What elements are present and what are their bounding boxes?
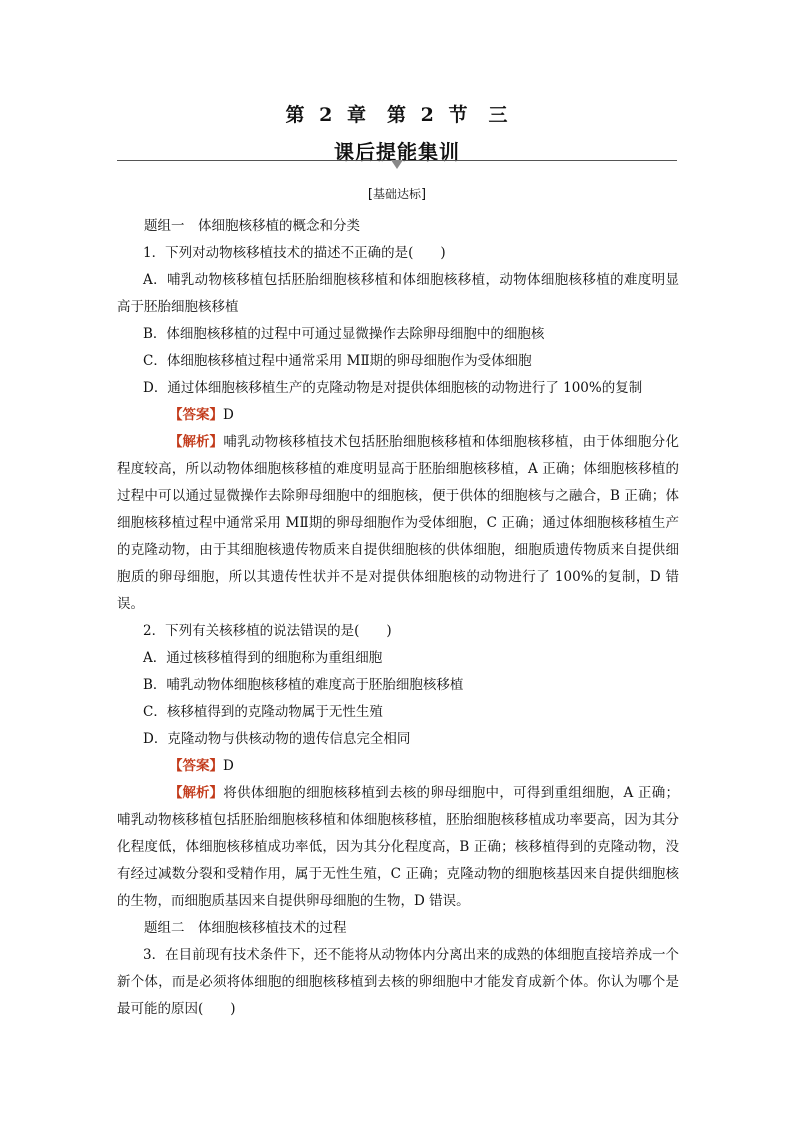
analysis-paragraph [117,429,679,618]
document-body [117,213,679,1023]
question-option: C．核移植得到的克隆动物属于无性生殖 [143,704,383,720]
question-stem: 3．在目前现有技术条件下，还不能将从动物体内分离出来的成熟的体细胞直接培养成一个新个体，而是必须将体细胞的细胞核移植到去核的卵细胞中才能发育成新个体。你认为哪个是最可能的原因( ) [117,947,679,1017]
analysis-tag: 【解析】 [169,434,223,450]
level-label: [基础达标] [367,187,427,202]
question-stem: 1．下列对动物核移植技术的描述不正确的是( ) [143,245,446,261]
question-option: C．体细胞核移植过程中通常采用 MⅡ期的卵母细胞作为受体细胞 [143,353,532,369]
question-stem: 2．下列有关核移植的说法错误的是( ) [143,623,392,639]
answer-value: D [223,758,234,774]
analysis-paragraph [117,780,679,915]
question-option: D．克隆动物与供核动物的遗传信息完全相同 [143,731,411,747]
answer-value: D [223,407,234,423]
answer-line [117,402,679,429]
answer-tag: 【答案】 [169,758,223,774]
page-title: 课后提能集训 [334,140,460,164]
chapter-section-title: 第 2 章 第 2 节 三 [285,104,509,126]
question-option: B．体细胞核移植的过程中可通过显微操作去除卵母细胞中的细胞核 [143,326,545,342]
group-title: 题组二 体细胞核移植技术的过程 [144,920,347,936]
group-title: 题组一 体细胞核移植的概念和分类 [144,218,360,234]
analysis-text: 哺乳动物核移植技术包括胚胎细胞核移植和体细胞核移植，由于体细胞分化程度较高，所以动物体细胞核移植的难度明显高于胚胎细胞核移植，A 正确；体细胞核移植的过程中可以通过显微操作去除卵母细胞中的细胞核，便于供体的细胞核与之融合，B 正确；体细胞核移植过程中通常采用 MⅡ期的卵母细胞作为受体细胞，C 正确；通过体细胞核移植生产的克隆动物，由于其细胞核遗传物质来自提供细胞核的供体细胞，细胞质遗传物质来自提供细胞质的卵母细胞，所以其遗传性状并不是对提供体细胞核的动物进行了 100%的复制，D 错误。 [117,434,679,612]
question-option: A．通过核移植得到的细胞称为重组细胞 [143,650,383,666]
question-option: B．哺乳动物体细胞核移植的难度高于胚胎细胞核移植 [143,677,464,693]
level-label-text: 基础达标 [372,187,421,201]
analysis-text: 将供体细胞的细胞核移植到去核的卵母细胞中，可得到重组细胞，A 正确；哺乳动物核移植包括胚胎细胞核移植和体细胞核移植，胚胎细胞核移植成功率要高，因为其分化程度低，体细胞核移植成功率低，因为其分化程度高，B 正确；核移植得到的克隆动物，没有经过减数分裂和受精作用，属于无性生殖，C 正确；克隆动物的细胞核基因来自提供细胞核的生物，而细胞质基因来自提供卵母细胞的生物，D 错误。 [117,785,679,909]
question-option: A．哺乳动物核移植包括胚胎细胞核移植和体细胞核移植，动物体细胞核移植的难度明显高于胚胎细胞核移植 [117,272,679,315]
question-option: D．通过体细胞核移植生产的克隆动物是对提供体细胞核的动物进行了 100%的复制 [143,380,643,396]
answer-tag: 【答案】 [169,407,223,423]
analysis-tag: 【解析】 [169,785,223,801]
divider-triangle-icon [391,160,403,169]
answer-line [117,753,679,780]
